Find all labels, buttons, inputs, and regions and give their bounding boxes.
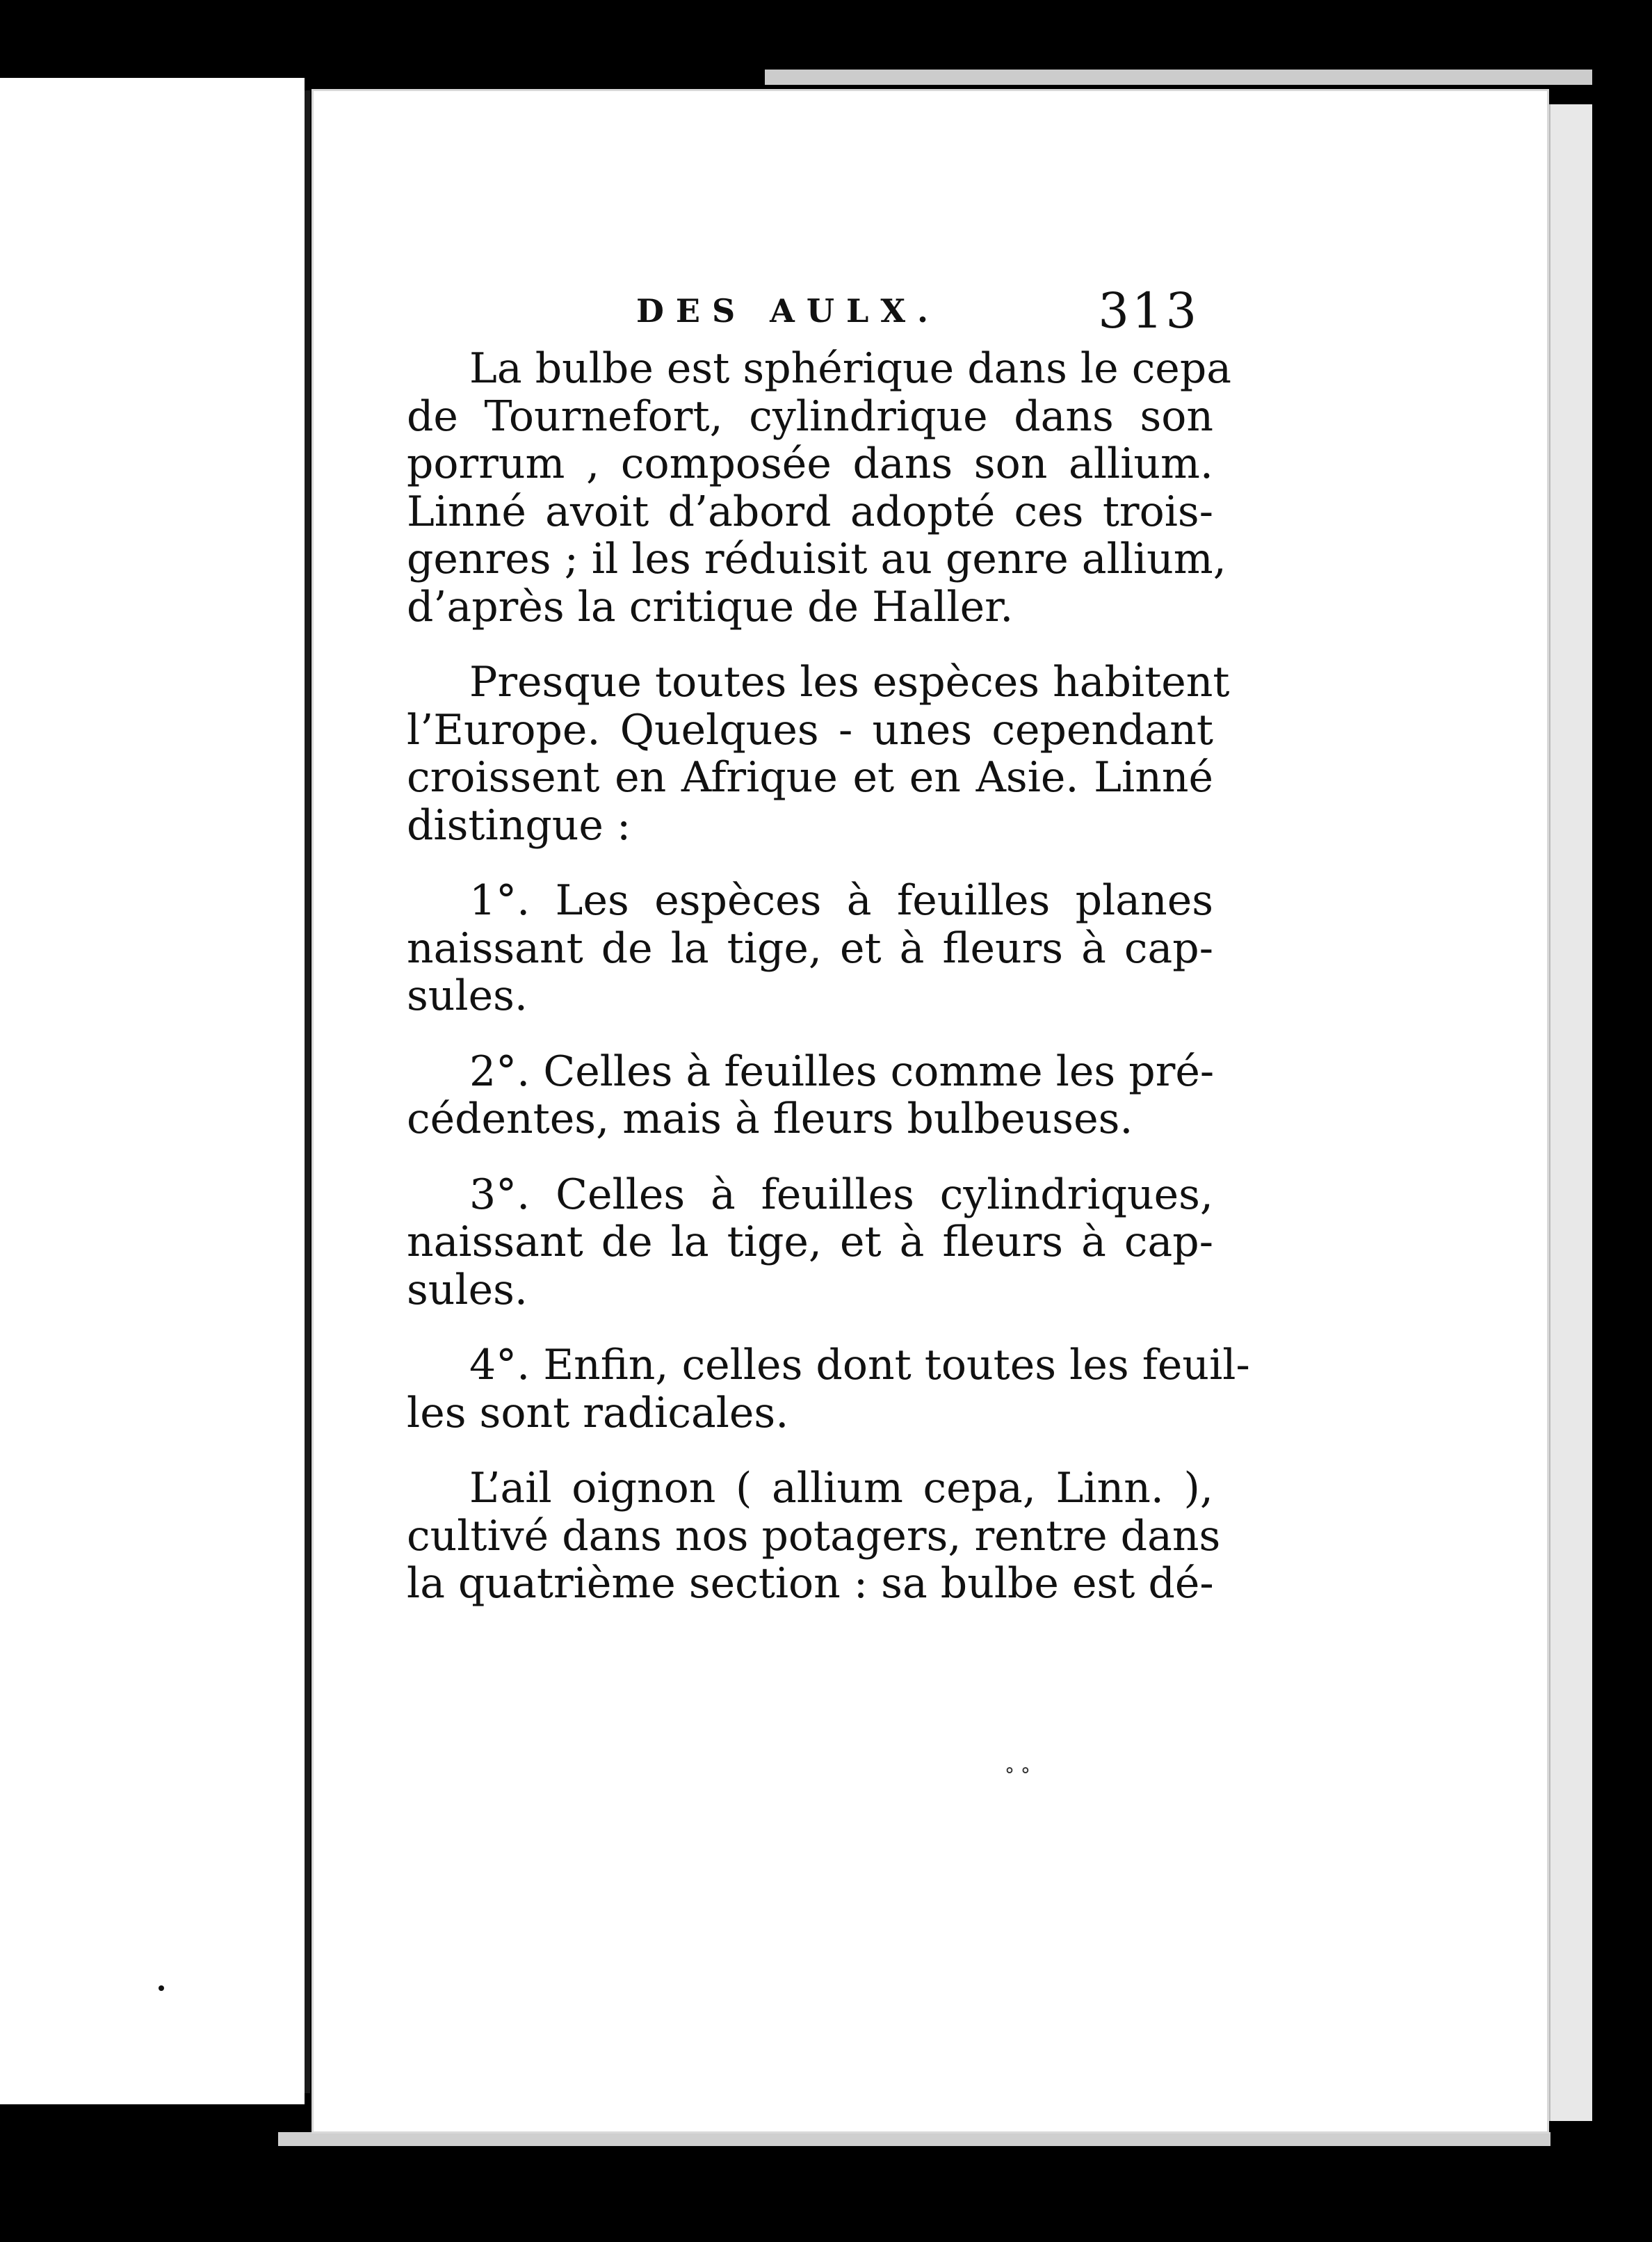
text-line: Linné avoit d’abord adopté ces trois- (407, 487, 1213, 536)
left-page-edge (305, 90, 310, 2093)
paragraph-4 (407, 1048, 1213, 1143)
paragraph-3 (407, 877, 1213, 1020)
page-edge-bottom (278, 2132, 1550, 2146)
running-title: DES AULX. (636, 292, 941, 330)
signature-mark: ° ° (1005, 1764, 1030, 1787)
text-line: 2°. Celles à feuilles comme les pré- (469, 1047, 1215, 1096)
text-line: cédentes, mais à fleurs bulbeuses. (407, 1095, 1133, 1143)
text-line: sules. (407, 1265, 528, 1314)
paragraph-1 (407, 344, 1231, 631)
left-page (0, 78, 305, 2104)
paragraph-2 (407, 658, 1230, 850)
scan-speck (159, 1985, 164, 1991)
text-line: 1°. Les espèces à feuilles planes (469, 876, 1213, 925)
text-line: distingue : (407, 800, 631, 850)
text-line: L’ail oignon ( allium cepa, Linn. ), (469, 1464, 1213, 1513)
text-line: genres ; il les réduisit au genre allium, (407, 535, 1226, 583)
text-line: les sont radicales. (407, 1388, 789, 1437)
text-line: sules. (407, 971, 528, 1020)
text-line: Presque toutes les espèces habitent (469, 658, 1230, 707)
page-number: 313 (1098, 282, 1199, 339)
paragraph-5 (407, 1171, 1213, 1314)
text-line: porrum , composée dans son allium. (407, 439, 1213, 488)
text-line: La bulbe est sphérique dans le cepa (469, 344, 1231, 393)
page-edge-top (765, 70, 1592, 85)
text-line: cultivé dans nos potagers, rentre dans (407, 1511, 1221, 1560)
page-edge-right (1548, 104, 1592, 2121)
paragraph-7 (407, 1464, 1221, 1608)
paragraph-6 (407, 1341, 1250, 1437)
text-line: croissent en Afrique et en Asie. Linné (407, 753, 1213, 802)
text-line: naissant de la tige, et à fleurs à cap- (407, 1218, 1213, 1266)
text-line: l’Europe. Quelques - unes cependant (407, 705, 1213, 755)
text-line: 3°. Celles à feuilles cylindriques, (469, 1170, 1213, 1219)
text-line: de Tournefort, cylindrique dans son (407, 392, 1213, 441)
text-line: la quatrième section : sa bulbe est dé- (407, 1559, 1214, 1608)
running-head (407, 282, 1213, 345)
text-line: 4°. Enfin, celles dont toutes les feuil- (469, 1341, 1250, 1389)
text-line: d’après la critique de Haller. (407, 582, 1014, 631)
printed-page-text (407, 282, 1250, 1608)
text-line: naissant de la tige, et à fleurs à cap- (407, 924, 1213, 973)
